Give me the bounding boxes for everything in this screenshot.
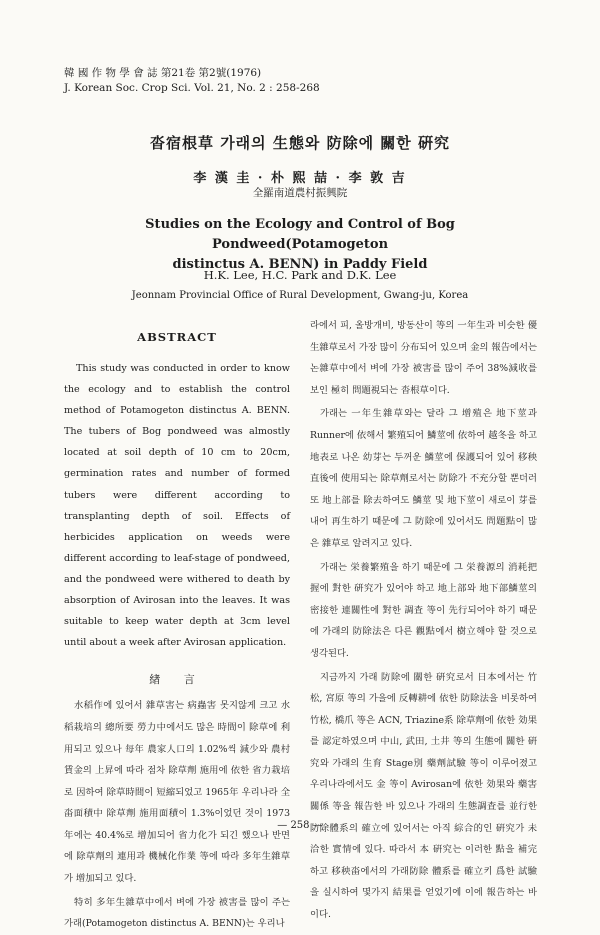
abstract-heading: ABSTRACT [137, 330, 217, 344]
title-english [70, 215, 530, 275]
left-column [64, 330, 290, 935]
right-column [310, 315, 537, 926]
affiliation-english: Jeonnam Provincial Office of Rural Development, Gwang-ju, Korea [131, 290, 469, 301]
intro-paragraph: 가래는 一年生雜草와는 달라 그 增殖은 地下莖과 Runner에 依해서 繁殖되어 鱗莖에 依하여 越冬을 하고 地表로 나온 幼芽는 두꺼운 鱗莖에 保護되어 있어 移秧直後에 使用되는 除草劑로서는 防除가 不充分할 뿐더러 또 地上部를 除去하여도 鱗莖 및 地下莖이 새로이 芽를 내어 再生하기 때문에 그 防除에 있어서도 問題點이 많은 雜草로 알려지고 있다. [310, 408, 537, 549]
intro-paragraph: 水稻作에 있어서 雜草害는 病蟲害 못지않게 크고 水稻栽培의 總所要 勞力中에서도 많은 時間이 除草에 利用되고 있으나 每年 農家人口의 1.02%씩 減少와 農村賃金의 上昇에 따라 점차 除草劑 施用에 依한 省力栽培로 因하여 除草時間이 短縮되었고 1965年 우리나라 全畓面積中 除草劑 施用面積이 1.3%이었던 것이 1973年에는 40.4%로 增加되어 省力化가 되긴 했으나 반면에 除草劑의 連用과 機械化作業 等에 따라 多年生雜草가 增加되고 있다. [64, 700, 290, 885]
journal-title-korean: 韓 國 作 物 學 會 誌 第21卷 第2號(1976) [64, 67, 262, 79]
intro-paragraph: 지금까지 가래 防除에 關한 硏究로서 日本에서는 竹松, 宮原 等의 가을에 反轉耕에 依한 防除法을 비롯하여 竹松, 橋爪 等은 ACN, Triazine系 除草劑에 依한 効果를 認定하였으며 中山, 武田, 土井 等의 生態에 關한 硏究와 가래의 生育 Stage別 藥劑試驗 等이 이루어졌고 우리나라에서도 金 等이 Avirosan에 依한 効果와 藥害 關係 等을 報告한 바 있으나 가래의 生態調査를 並行한 防除體系의 確立에 있어서는 아직 綜合的인 硏究가 未洽한 實情에 있다. 따라서 本 硏究는 이러한 點을 補完하고 移秧畓에서의 가래防除 體系를 確立키 爲한 試驗을 실시하여 몇가지 結果를 얻었기에 이에 報告하는 바이다. [310, 671, 537, 921]
affiliation-korean: 全羅南道農村振興院 [252, 187, 348, 199]
intro-paragraph: 特히 多年生雜草中에서 벼에 가장 被害를 많이 주는 가래(Potamogeton distinctus A. BENN)는 우리나 [64, 896, 290, 930]
intro-paragraph: 가래는 栄養繁殖을 하기 때문에 그 栄養源의 消耗把握에 對한 硏究가 있어야 하고 地上部와 地下部鱗莖의 密接한 連關性에 對한 調査 等이 先行되어야 하기 때문에 가래의 防除法은 다른 觀點에서 樹立해야 할 것으로 생각된다. [310, 561, 537, 659]
journal-header [64, 66, 320, 96]
intro-heading: 緖 言 [149, 673, 205, 687]
title-korean: 沓宿根草 가래의 生態와 防除에 關한 硏究 [149, 134, 451, 152]
journal-citation: J. Korean Soc. Crop Sci. Vol. 21, No. 2 : 258-268 [64, 82, 320, 94]
title-english-line2: distinctus A. BENN) in Paddy Field [172, 257, 428, 272]
intro-paragraph: 라에서 피, 올방개비, 방동산이 等의 一年生과 비슷한 優生雜草로서 가장 많이 分布되어 있으며 金의 報告에서는 논雜草中에서 벼에 가장 被害를 많이 주어 38%減收를 보인 極히 問題視되는 沓根草이다. [310, 320, 537, 396]
page-number: — 258 — [277, 820, 323, 831]
abstract-text: This study was conducted in order to know the ecology and to establish the control method of Potamogeton distinctus A. BENN. The tubers of Bog pondweed was almostly located at soil depth of 10 cm to 20cm, germination rates and number of formed tubers were different according to transplanting depth of soil. Effects of herbicides application on weeds were different according to leaf-stage of pondweed, and the pondweed were withered to death by absorption of Avirosan into the leaves. It was suitable to keep water depth at 3cm level until about a week after Avirosan application. [64, 363, 290, 649]
title-english-line1: Studies on the Ecology and Control of Bog Pondweed(Potamogeton [145, 217, 455, 252]
authors-english: H.K. Lee, H.C. Park and D.K. Lee [203, 268, 397, 282]
authors-korean: 李 漢 圭 · 朴 熙 喆 · 李 敦 吉 [193, 171, 407, 186]
